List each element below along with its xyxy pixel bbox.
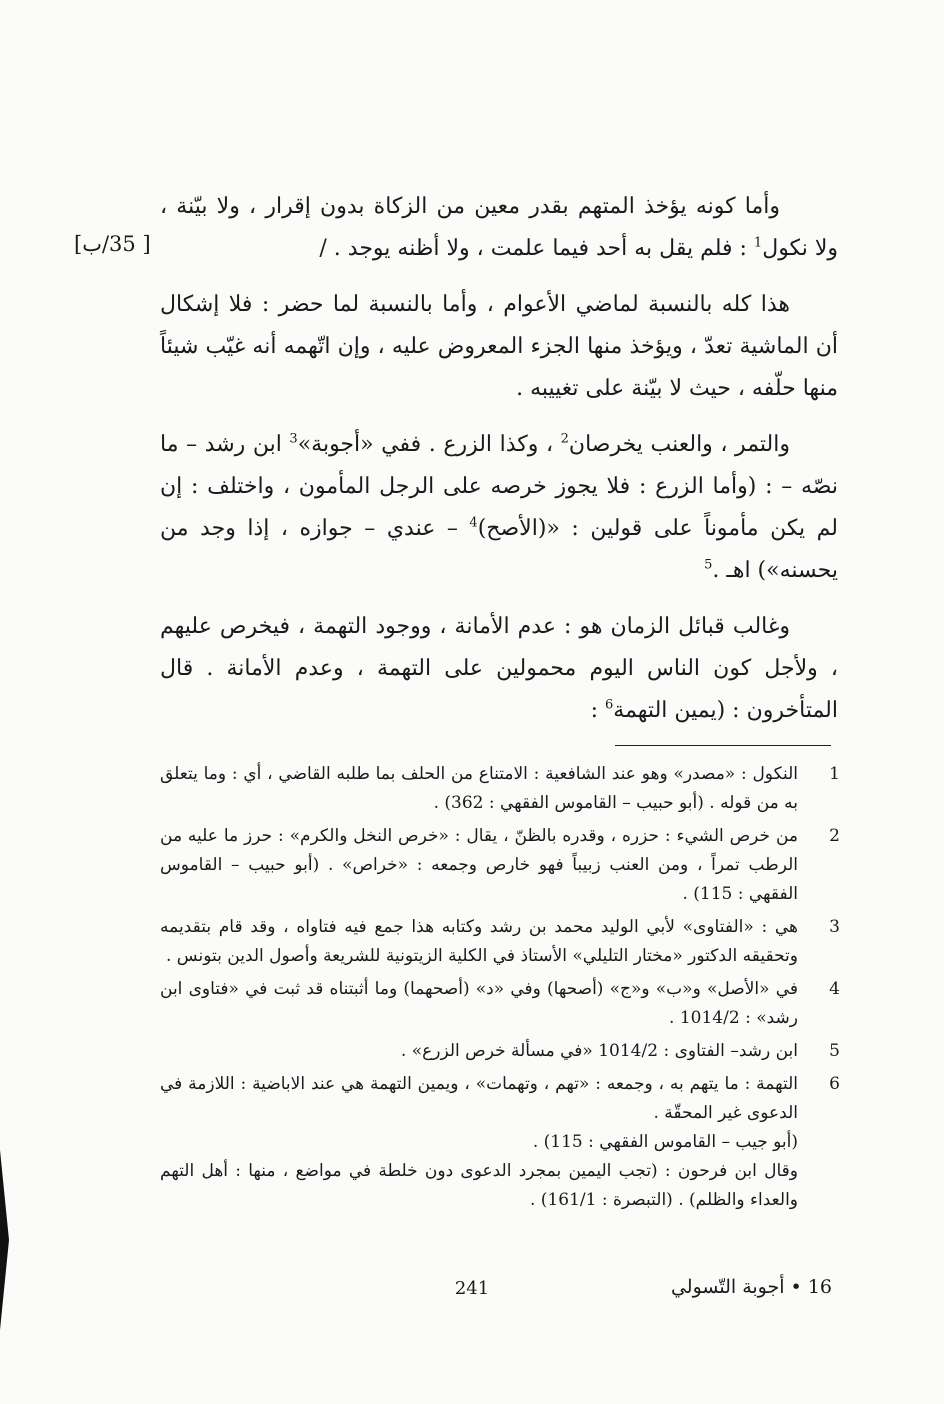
footnote-separator xyxy=(615,745,831,746)
footnote-line: من خرص الشيء : حزره ، وقدره بالظنّ ، يقال : «خرص النخل والكرم» : حرز ما عليه من الرطب تمراً ، ومن العنب زبيباً فهو خارص وجمعه : «خراص» . (أبو حبيب – القاموس الفقهي : 115) . xyxy=(160,826,798,904)
page-edge-shadow xyxy=(0,1150,9,1330)
running-footer-title: 16 • أجوبة التّسولي xyxy=(670,1276,832,1298)
footnote-line: النكول : «مصدر» وهو عند الشافعية : الامتناع من الحلف بما طلبه القاضي ، أي : وما يتعلق به من قوله . (أبو حبيب – القاموس الفقهي : 362) . xyxy=(160,764,799,813)
paragraph-2: هذا كله بالنسبة لماضي الأعوام ، وأما بالنسبة لما حضر : فلا إشكال أن الماشية تعدّ ، ويؤخذ منها الجزء المعروض عليه ، وإن اتّهمه أنه غيّب شيئاً منها حلّفه ، حيث لا بيّنة على تغييبه . xyxy=(160,292,838,401)
footnote-number: 5 xyxy=(829,1041,840,1061)
footnotes xyxy=(160,760,840,1219)
footnote-text xyxy=(160,760,798,818)
text-span: ابن رشد – ما نصّه – : (وأما الزرع : فلا يجوز خرصه على الرجل المأمون ، واختلف : إن لم يكن مأموناً على قولين : «(الأصح) xyxy=(160,432,838,541)
footnote-line: (أبو جيب – القاموس الفقهي : 115) . xyxy=(532,1132,798,1152)
footnote-line: وقال ابن فرحون : (تجب اليمين بمجرد الدعوى دون خلطة في مواضع ، منها : أهل التهم والعداء والظلم) . (التبصرة : 161/1) . xyxy=(160,1161,798,1210)
footnote-ref-3[interactable]: 3 xyxy=(289,431,298,447)
footnote-number: 1 xyxy=(829,764,840,784)
text-span: وأما كونه يؤخذ المتهم بقدر معين من الزكاة بدون إقرار ، ولا بيّنة ، ولا نكول xyxy=(160,194,838,261)
footnote-3 xyxy=(160,913,840,971)
footnote-2 xyxy=(160,822,840,909)
text-span: ، وكذا الزرع . ففي «أجوبة» xyxy=(297,432,561,457)
page-number: 241 xyxy=(454,1278,490,1299)
footnote-number: 6 xyxy=(829,1074,840,1094)
text-span: : فلم يقل به أحد فيما علمت ، ولا أظنه يوجد . / xyxy=(319,236,754,261)
footnote-4 xyxy=(160,975,840,1033)
paragraph-4 xyxy=(160,606,838,732)
text-span: : xyxy=(590,698,605,723)
paragraph-3 xyxy=(160,424,838,592)
main-text xyxy=(160,186,838,746)
footnote-number: 2 xyxy=(829,826,840,846)
footnote-line: ابن رشد– الفتاوى : 1014/2 «في مسألة خرص الزرع» . xyxy=(400,1041,798,1061)
footnote-ref-2[interactable]: 2 xyxy=(560,431,569,447)
footnote-text xyxy=(160,1070,798,1215)
footnote-text xyxy=(160,822,798,909)
footnote-ref-4[interactable]: 4 xyxy=(469,515,478,531)
footnote-number: 3 xyxy=(829,917,840,937)
footnote-line: التهمة : ما يتهم به ، وجمعه : «تهم ، وتهمات» ، ويمين التهمة هي عند الاباضية : اللازمة في الدعوى غير المحقّة . xyxy=(160,1074,798,1123)
footnote-line: هي : «الفتاوى» لأبي الوليد محمد بن رشد وكتابه هذا جمع فيه فتاواه ، وقد قام بتقديمه وتحقيقه الدكتور «مختار التليلي» الأستاذ في الكلية الزيتونية للشريعة وأصول الدين بتونس . xyxy=(160,917,798,966)
footnote-ref-5[interactable]: 5 xyxy=(704,557,713,573)
footnote-line: في «الأصل» و«ب» و«ج» (أصحها) وفي «د» (أصحهما) وما أثبتناه قد ثبت في «فتاوى ابن رشد» : 1014/2 . xyxy=(160,979,798,1028)
text-span: والتمر ، والعنب يخرصان xyxy=(568,432,790,457)
footnote-number: 4 xyxy=(829,979,840,999)
folio-reference: [ 35/ب] xyxy=(74,232,151,256)
footnote-ref-6[interactable]: 6 xyxy=(605,697,614,713)
footnote-6 xyxy=(160,1070,840,1215)
text-span: وغالب قبائل الزمان هو : عدم الأمانة ، ووجود التهمة ، فيخرص عليهم ، ولأجل كون الناس اليوم محمولين على التهمة ، وعدم الأمانة . قال المتأخرون : (يمين التهمة xyxy=(160,614,838,723)
text-span: – عندي – جوازه ، إذا وجد من يحسنه») اهـ . xyxy=(160,516,838,583)
footnote-text xyxy=(160,913,798,971)
footnote-1 xyxy=(160,760,840,818)
footnote-text xyxy=(160,1037,798,1066)
footnote-text xyxy=(160,975,798,1033)
paragraph-1 xyxy=(160,186,838,270)
footnote-5 xyxy=(160,1037,840,1066)
footnote-ref-1[interactable]: 1 xyxy=(753,235,763,251)
